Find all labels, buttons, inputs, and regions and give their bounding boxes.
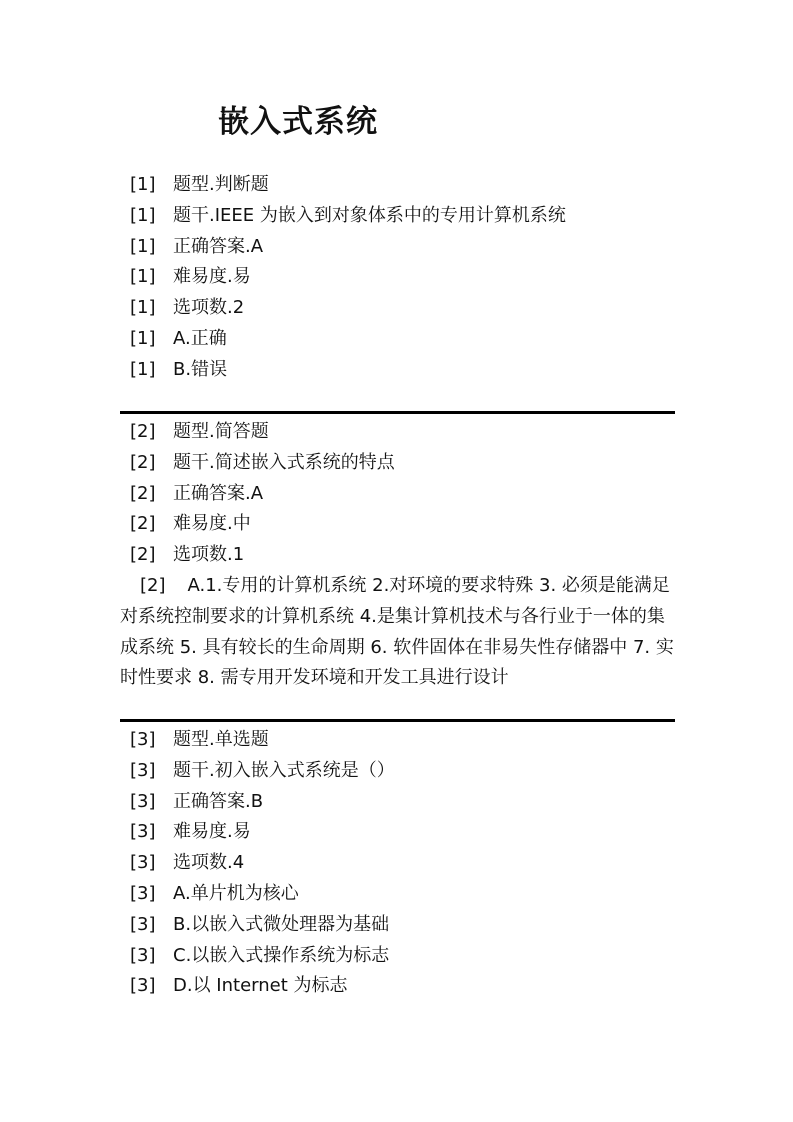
question-line: [120, 355, 676, 386]
answer-paragraph: [120, 571, 676, 694]
question-number: [3]: [130, 790, 156, 812]
question-line: [120, 324, 676, 355]
correct-answer: 正确答案.A: [173, 235, 264, 257]
correct-answer: 正确答案.A: [173, 482, 264, 504]
question-number: [2]: [130, 513, 156, 535]
option-count: 选项数.4: [173, 852, 245, 874]
question-line: [120, 910, 676, 941]
option-count: 选项数.2: [173, 297, 245, 319]
question-line: [120, 509, 676, 540]
question-line: [120, 941, 676, 972]
question-type: 题型.单选题: [173, 729, 269, 750]
option-b: B.错误: [173, 358, 228, 380]
document-title: 嵌入式系统: [218, 104, 378, 140]
question-line: [120, 417, 676, 448]
question-number: [1]: [130, 266, 156, 288]
option-a: A.正确: [173, 327, 227, 349]
answer-text: A.1.专用的计算机系统 2.对环境的要求特殊 3. 必须是能满足对系统控制要求的计算机系统 4.是集计算机技术与各行业于一体的集成系统 5. 具有较长的生命周期 6. 软件固体在非易失性存储器中 7. 实时性要求 8. 需专用开发环境和开发工具进行设计: [120, 574, 674, 689]
question-1: [120, 170, 676, 386]
correct-answer: 正确答案.B: [173, 790, 264, 812]
question-line: [120, 879, 676, 910]
question-number: [3]: [130, 975, 156, 997]
question-type: 题型.判断题: [173, 174, 269, 195]
question-number: [1]: [130, 204, 156, 226]
difficulty: 难易度.易: [173, 821, 251, 843]
question-number: [1]: [130, 327, 156, 349]
question-number: [3]: [130, 852, 156, 874]
question-number: [1]: [130, 174, 156, 195]
question-number: [1]: [130, 297, 156, 319]
question-line: [120, 756, 676, 787]
question-2: [120, 417, 676, 694]
option-count: 选项数.1: [173, 544, 245, 566]
question-number: [2]: [130, 451, 156, 473]
question-number: [3]: [130, 729, 156, 750]
question-stem: 题干.初入嵌入式系统是（）: [173, 759, 395, 781]
question-line: [120, 170, 676, 201]
question-number: [1]: [130, 235, 156, 257]
question-line: [120, 262, 676, 293]
question-line: [120, 232, 676, 263]
question-number: [3]: [130, 913, 156, 935]
question-number: [1]: [130, 358, 156, 380]
question-3: [120, 725, 676, 1002]
question-type: 题型.简答题: [173, 421, 269, 442]
question-line: [120, 971, 676, 1002]
section-divider: [120, 719, 675, 722]
question-stem: 题干.IEEE 为嵌入到对象体系中的专用计算机系统: [173, 204, 566, 226]
question-line: [120, 479, 676, 510]
option-a: A.单片机为核心: [173, 882, 299, 904]
question-line: [120, 540, 676, 571]
question-number: [3]: [130, 944, 156, 966]
question-line: [120, 848, 676, 879]
question-number: [3]: [130, 759, 156, 781]
section-divider: [120, 411, 675, 414]
question-line: [120, 201, 676, 232]
option-b: B.以嵌入式微处理器为基础: [173, 913, 390, 935]
question-line: [120, 448, 676, 479]
option-d: D.以 Internet 为标志: [173, 975, 348, 997]
difficulty: 难易度.易: [173, 266, 251, 288]
question-number: [2]: [130, 482, 156, 504]
option-c: C.以嵌入式操作系统为标志: [173, 944, 390, 966]
question-stem: 题干.简述嵌入式系统的特点: [173, 451, 395, 473]
difficulty: 难易度.中: [173, 513, 251, 535]
question-number: [3]: [130, 821, 156, 843]
question-line: [120, 787, 676, 818]
question-number: [3]: [130, 882, 156, 904]
question-number: [2]: [130, 421, 156, 442]
question-line: [120, 725, 676, 756]
question-number: [2]: [140, 574, 166, 596]
question-line: [120, 293, 676, 324]
question-number: [2]: [130, 544, 156, 566]
question-line: [120, 817, 676, 848]
